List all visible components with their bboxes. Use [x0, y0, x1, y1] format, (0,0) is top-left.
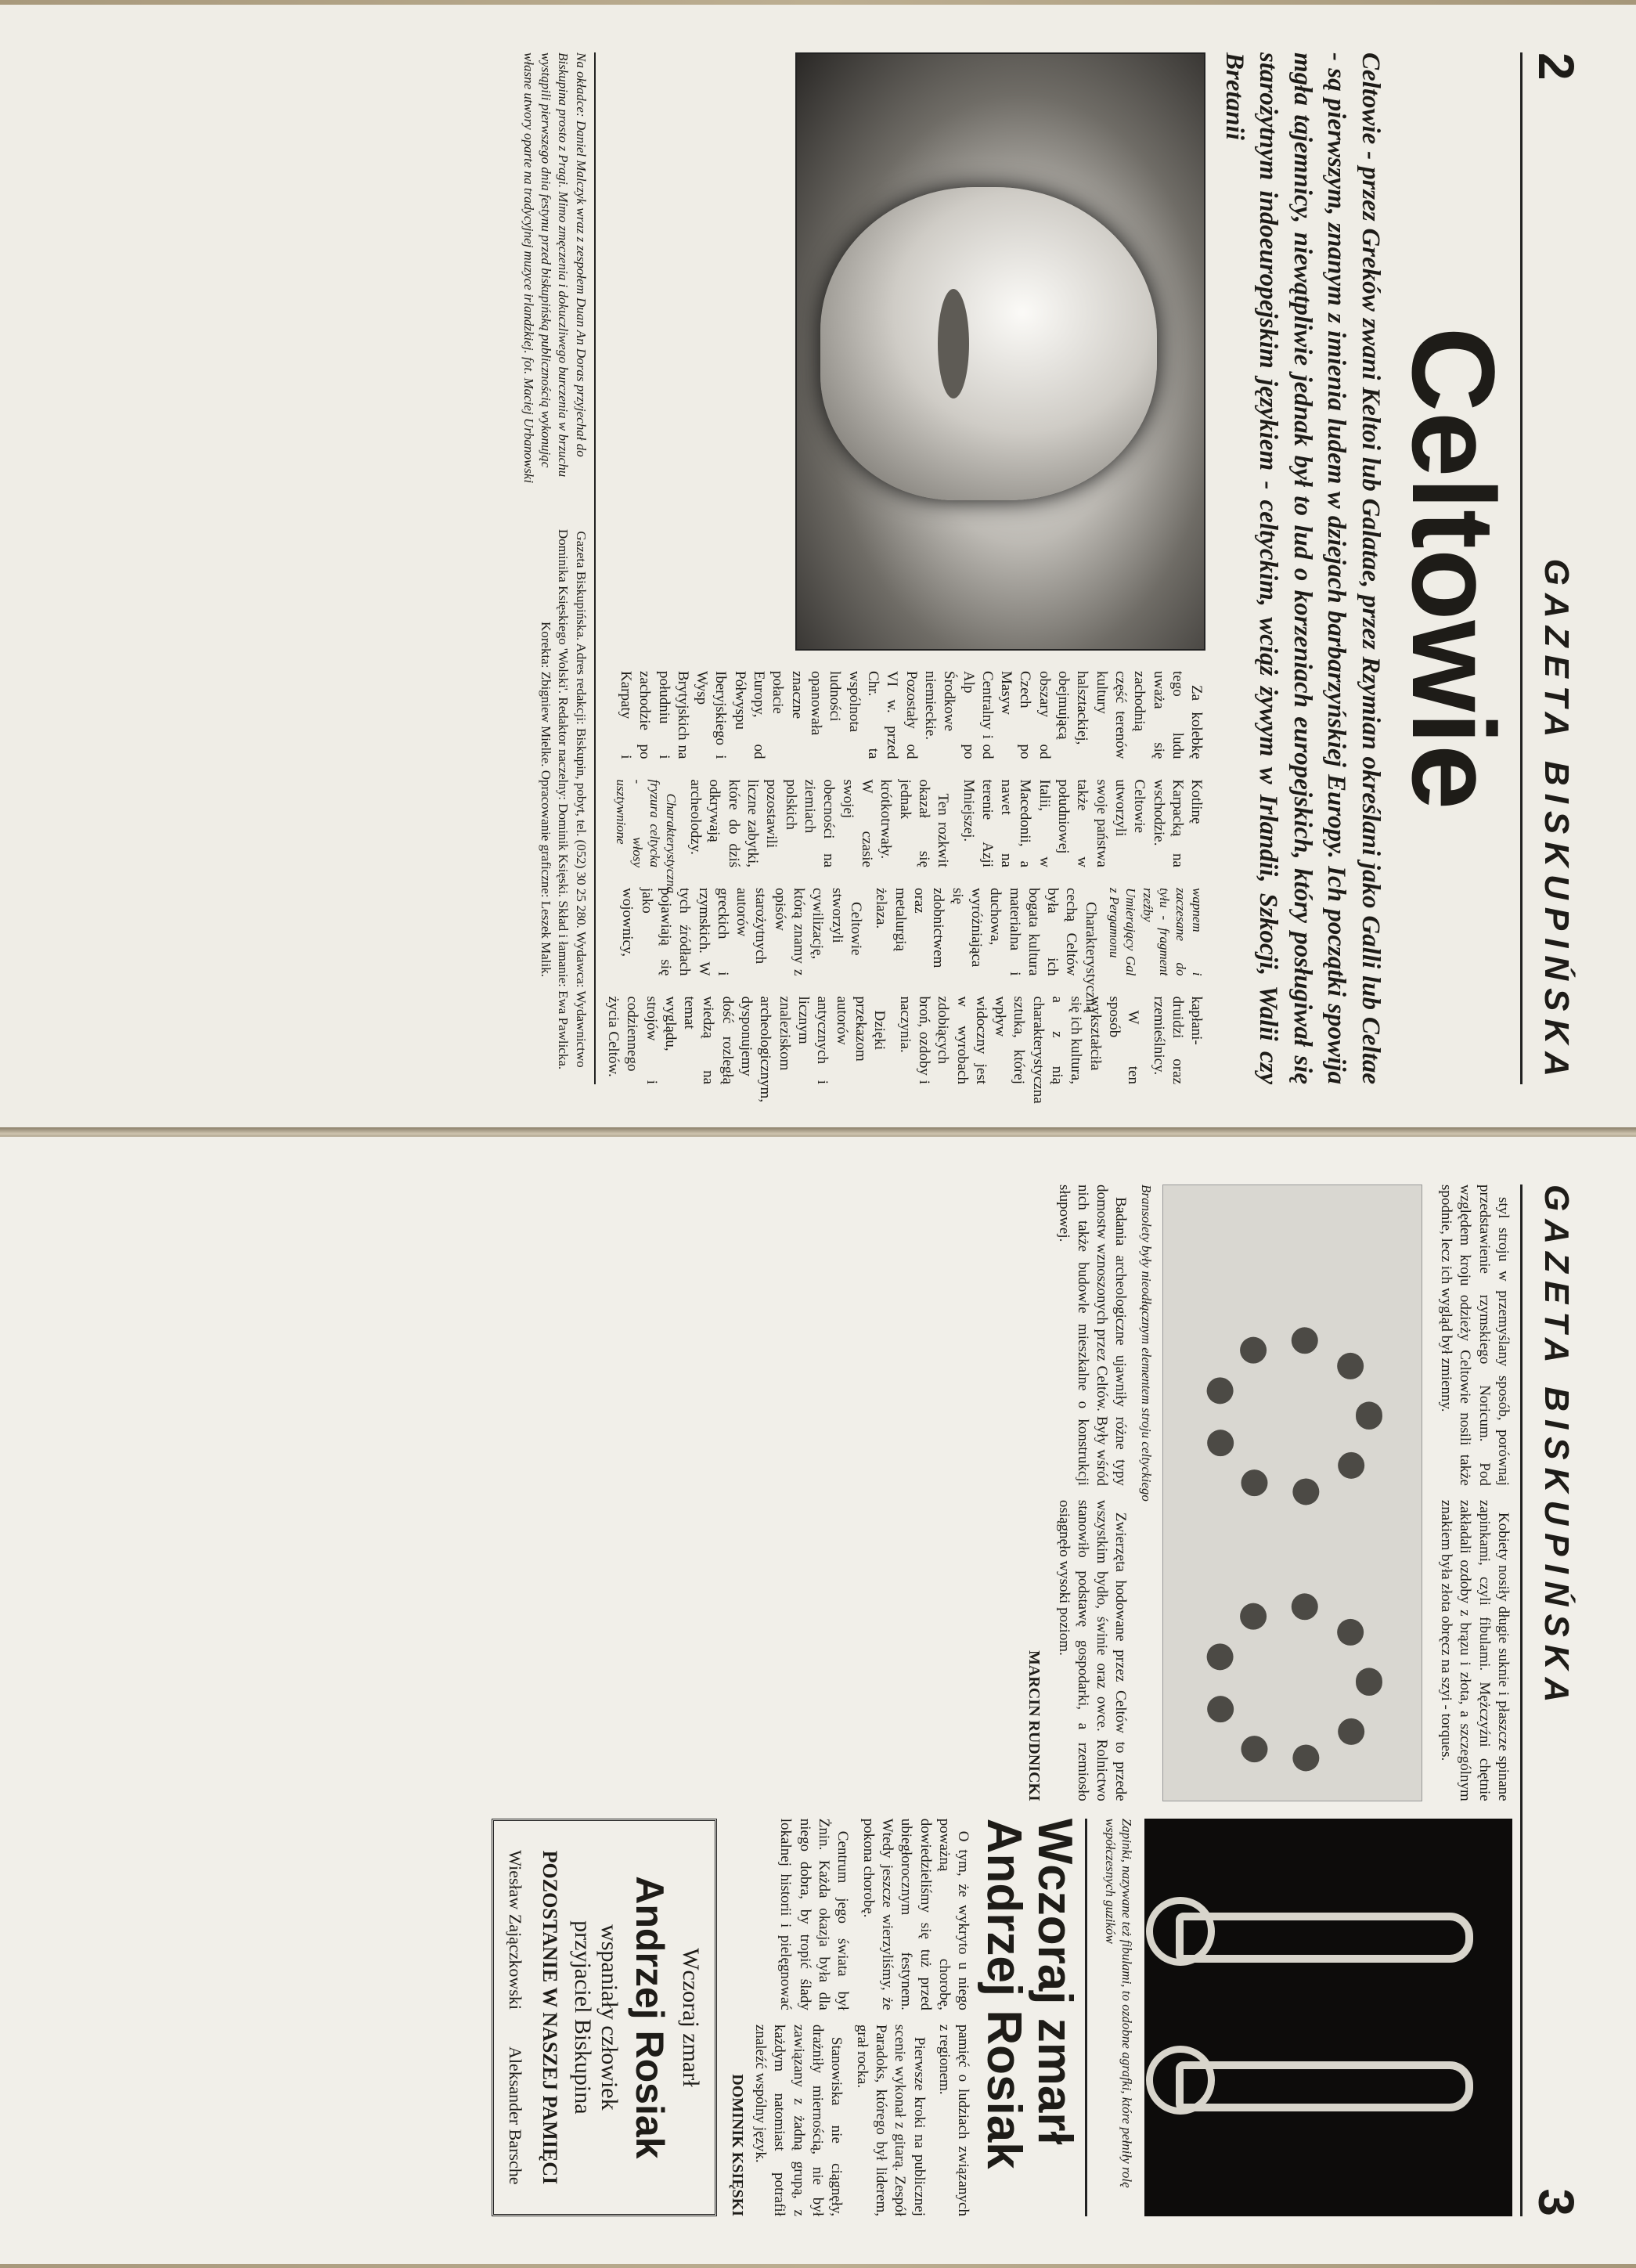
paragraph: Celtowie stworzyli cywilizację, którą znamy z opisów starożytnych autorów greckich i rzymskich. W tych źródłach pojawiają się jako wojownicy, kapłani-druidzi oraz rzemieślnicy.	[619, 888, 1205, 1084]
signature: Wiesław Zajączkowski	[505, 1850, 525, 2010]
celts-continuation	[88, 1184, 1512, 1801]
obit-remembrance: POZOSTANIE W NASZEJ PAMIĘCI	[538, 1850, 561, 2185]
paragraph: Ten rozkwit okazał się jednak krótkotrwały. W czasie swojej obecności na ziemiach polskich pozostawili liczne zabytki, które do dziś odkrywają archeolodzy.	[687, 779, 952, 867]
obit-signatures	[505, 1832, 525, 2203]
obit-line: wspaniały człowiek	[596, 1924, 622, 2111]
newspaper-page-3	[0, 1137, 1636, 2264]
masthead	[1520, 1184, 1585, 2216]
bracelet-caption: Bransolety były nieodłącznym elementem stroju celtyckiego	[1138, 1184, 1154, 1502]
celtic-head-photo	[795, 52, 1205, 651]
page-2-content	[27, 24, 1609, 1112]
newspaper-page-2	[0, 5, 1636, 1132]
fibula-caption: Zapinki, nazywane też fibulami, to ozdobne agrafki, które pełniły rolę współczesnych guzików	[1102, 1818, 1134, 2188]
masthead	[1520, 52, 1585, 1084]
fibula	[1176, 2061, 1473, 2111]
paragraph: O tym, że wykryto u niego poważną chorobę, dowiedzieliśmy się tuż przed ubiegłorocznym festynem. Wtedy jeszcze wierzyliśmy, że pokona chorobę.	[859, 1818, 972, 2010]
page-number: 3	[1528, 2188, 1584, 2216]
article-headline: Celtowie	[1388, 326, 1519, 810]
fibula-ring	[1146, 2046, 1215, 2115]
page-3-grid	[88, 1184, 1512, 2216]
obit-line: Wczoraj zmarł	[677, 1948, 704, 2087]
paragraph: Stanowiska nie ciągnęły, drażniły miernością, nie był zawiązany z żadną grupą, z każdym natomiast potrafił znaleźć wspólny język.	[752, 2024, 845, 2216]
right-column	[88, 1819, 1512, 2216]
continuation-body-2	[1047, 1184, 1130, 1801]
byline: DOMINIK KSIĘSKI	[728, 2074, 746, 2216]
byline: MARCIN RUDNICKI	[1025, 1650, 1043, 1801]
paragraph: styl stroju w przemyślany sposób, porównaj przedstawienie rzymskiego Noricum. Pod względem kroju odzieży Celtowie nosili także spodnie, lecz ich wygląd był zmienny.	[1438, 1184, 1512, 1486]
paragraph: Dzięki przekazom autorów antycznych i licznym znaleziskom archeologicznym, dysponujemy dość rozległą wiedzą na temat wyglądu, strojów i codziennego życia Celtów.	[604, 996, 888, 1103]
bracelets-photo	[1162, 1184, 1422, 1801]
imprint: Gazeta Biskupińska. Adres redakcji: Biskupin, pobyt, tel. (052) 30 25 280. Wydawca: Wydawnictwo Dominika Księskiego 'Wolski'. Redaktor naczelny: Dominik Księski. Skład i łamanie: Ewa Pawlicka. Korekta: Zbigniew Mielke. Opracowanie graficzne: Leszek Malik.	[539, 528, 589, 1070]
article-lead: Celtowie - przez Greków zwani Keltoi lub Galatae, przez Rzymian określani jako Galli lub Celtae - są pierwszym, znanym z imienia ludem w dziejach barbarzyńskiej Europy. Ich początki spowija mgła tajemnicy, niewątpliwie jednak był to lud o korzeniach europejskich, który posługiwał się starożytnym indoeuropejskim językiem - celtyckim, wciąż żywym w Irlandii, Szkocji, Walii czy Bretanii	[1220, 52, 1385, 1084]
credits-section	[520, 52, 595, 1084]
article-body	[604, 671, 1206, 1104]
paragraph: Za kolebkę tego ludu uważa się zachodnią część terenów kultury halsztackiej, obejmującą obszary od Czech po Masyw Centralny i od Alp po Środkowe niemieckie. Pozostały od VI w. przed Chr. ta wspólnota ludności opanowała znaczne połacie Europy, od Półwyspu Iberyjskiego i Wysp Brytyjskich na południu i zachodzie po Karpaty i Kotlinę Karpacką na wschodzie. Celtowie utworzyli swoje państwa także w południowej Italii, w Macedonii, a nawet na terenie Azji Mniejszej.	[617, 671, 1205, 867]
sculpture-mustache	[938, 289, 969, 398]
newspaper-name: GAZETA BISKUPIŃSKA	[1537, 1184, 1576, 1711]
signature: Aleksander Barsche	[505, 2046, 525, 2185]
sculpture-head	[820, 187, 1157, 500]
paragraph: Charakterystyczną cechą Celtów była ich bogata kultura materialna i duchowa, wyróżniająca się zdobnictwem oraz metalurgią żelaza.	[873, 888, 1099, 1013]
paragraph: Zwierzęta hodowane przez Celtów to przede wszystkim bydło, świnie oraz owce. Rolnictwo stanowiło podstawę gospodarki, a rzemiosło osiągnęło wysoki poziom.	[1055, 1499, 1130, 1801]
paragraph: Pierwsze kroki na publicznej scenie wykonał z gitarą. Zespół Paradoks, którego był liderem, grał rocka.	[853, 2024, 928, 2216]
obit-line: przyjaciel Biskupina	[569, 1920, 596, 2115]
obit-headline: Wczoraj zmarł Andrzej Rosiak	[978, 1819, 1087, 2216]
page-number: 2	[1528, 52, 1584, 81]
fibula-photo	[1144, 1819, 1512, 2216]
bracelet-ring	[1202, 1326, 1382, 1506]
cover-note: Na okładce: Daniel Malczyk wraz z zespołem Duan An Doras przyjechał do Biskupina prosto z Pragi. Mimo zmęczenia i dokuczliwego burczenia w brzuchu wystąpili pierwszego dnia festynu przed biskupińską publicznością wykonując własne utwory oparte na tradycyjnej muzyce irlandzkiej. fot. Maciej Urbanowski	[521, 52, 589, 484]
fibula-ring	[1146, 1897, 1215, 1966]
fibula	[1176, 1913, 1473, 1963]
photo-caption: Charakterystyczna fryzura celtycka - włosy usztywnione wapnem i zaczesane do tyłu - fragment rzeźby Umierający Gal z Pergamonu	[614, 779, 1205, 976]
continuation-body	[1430, 1184, 1512, 1801]
obit-body	[751, 1819, 972, 2216]
paragraph: Centrum jego świata był Żnin. Każda okazja była dla niego dobra, by tropić ślady lokalnej historii i pielęgnować pamięć o ludziach związanych z regionem.	[777, 1818, 972, 2216]
paragraph: Badania archeologiczne ujawniły różne typy domostw wznoszonych przez Celtów. Były wśród nich także budowle mieszkalne o konstrukcji słupowej.	[1055, 1184, 1130, 1486]
paragraph: W ten sposób wykształciła się ich kultura, a z nią charakterystyczna sztuka, której wpływ widoczny jest w wyrobach zdobiących broń, ozdoby i naczynia.	[896, 996, 1142, 1104]
page-3-content	[27, 1156, 1609, 2245]
paragraph: Kobiety nosiły długie suknie i płaszcze spinane zapinkami, czyli fibulami. Mężczyźni chętnie zakładali ozdoby z brązu i złota, a szczególnym znakiem była złota obręcz na szyi - torques.	[1438, 1499, 1512, 1801]
obituary-box	[492, 1819, 717, 2216]
bracelet-ring	[1202, 1592, 1382, 1772]
obit-name: Andrzej Rosiak	[627, 1876, 672, 2159]
newspaper-name: GAZETA BISKUPIŃSKA	[1537, 558, 1576, 1084]
